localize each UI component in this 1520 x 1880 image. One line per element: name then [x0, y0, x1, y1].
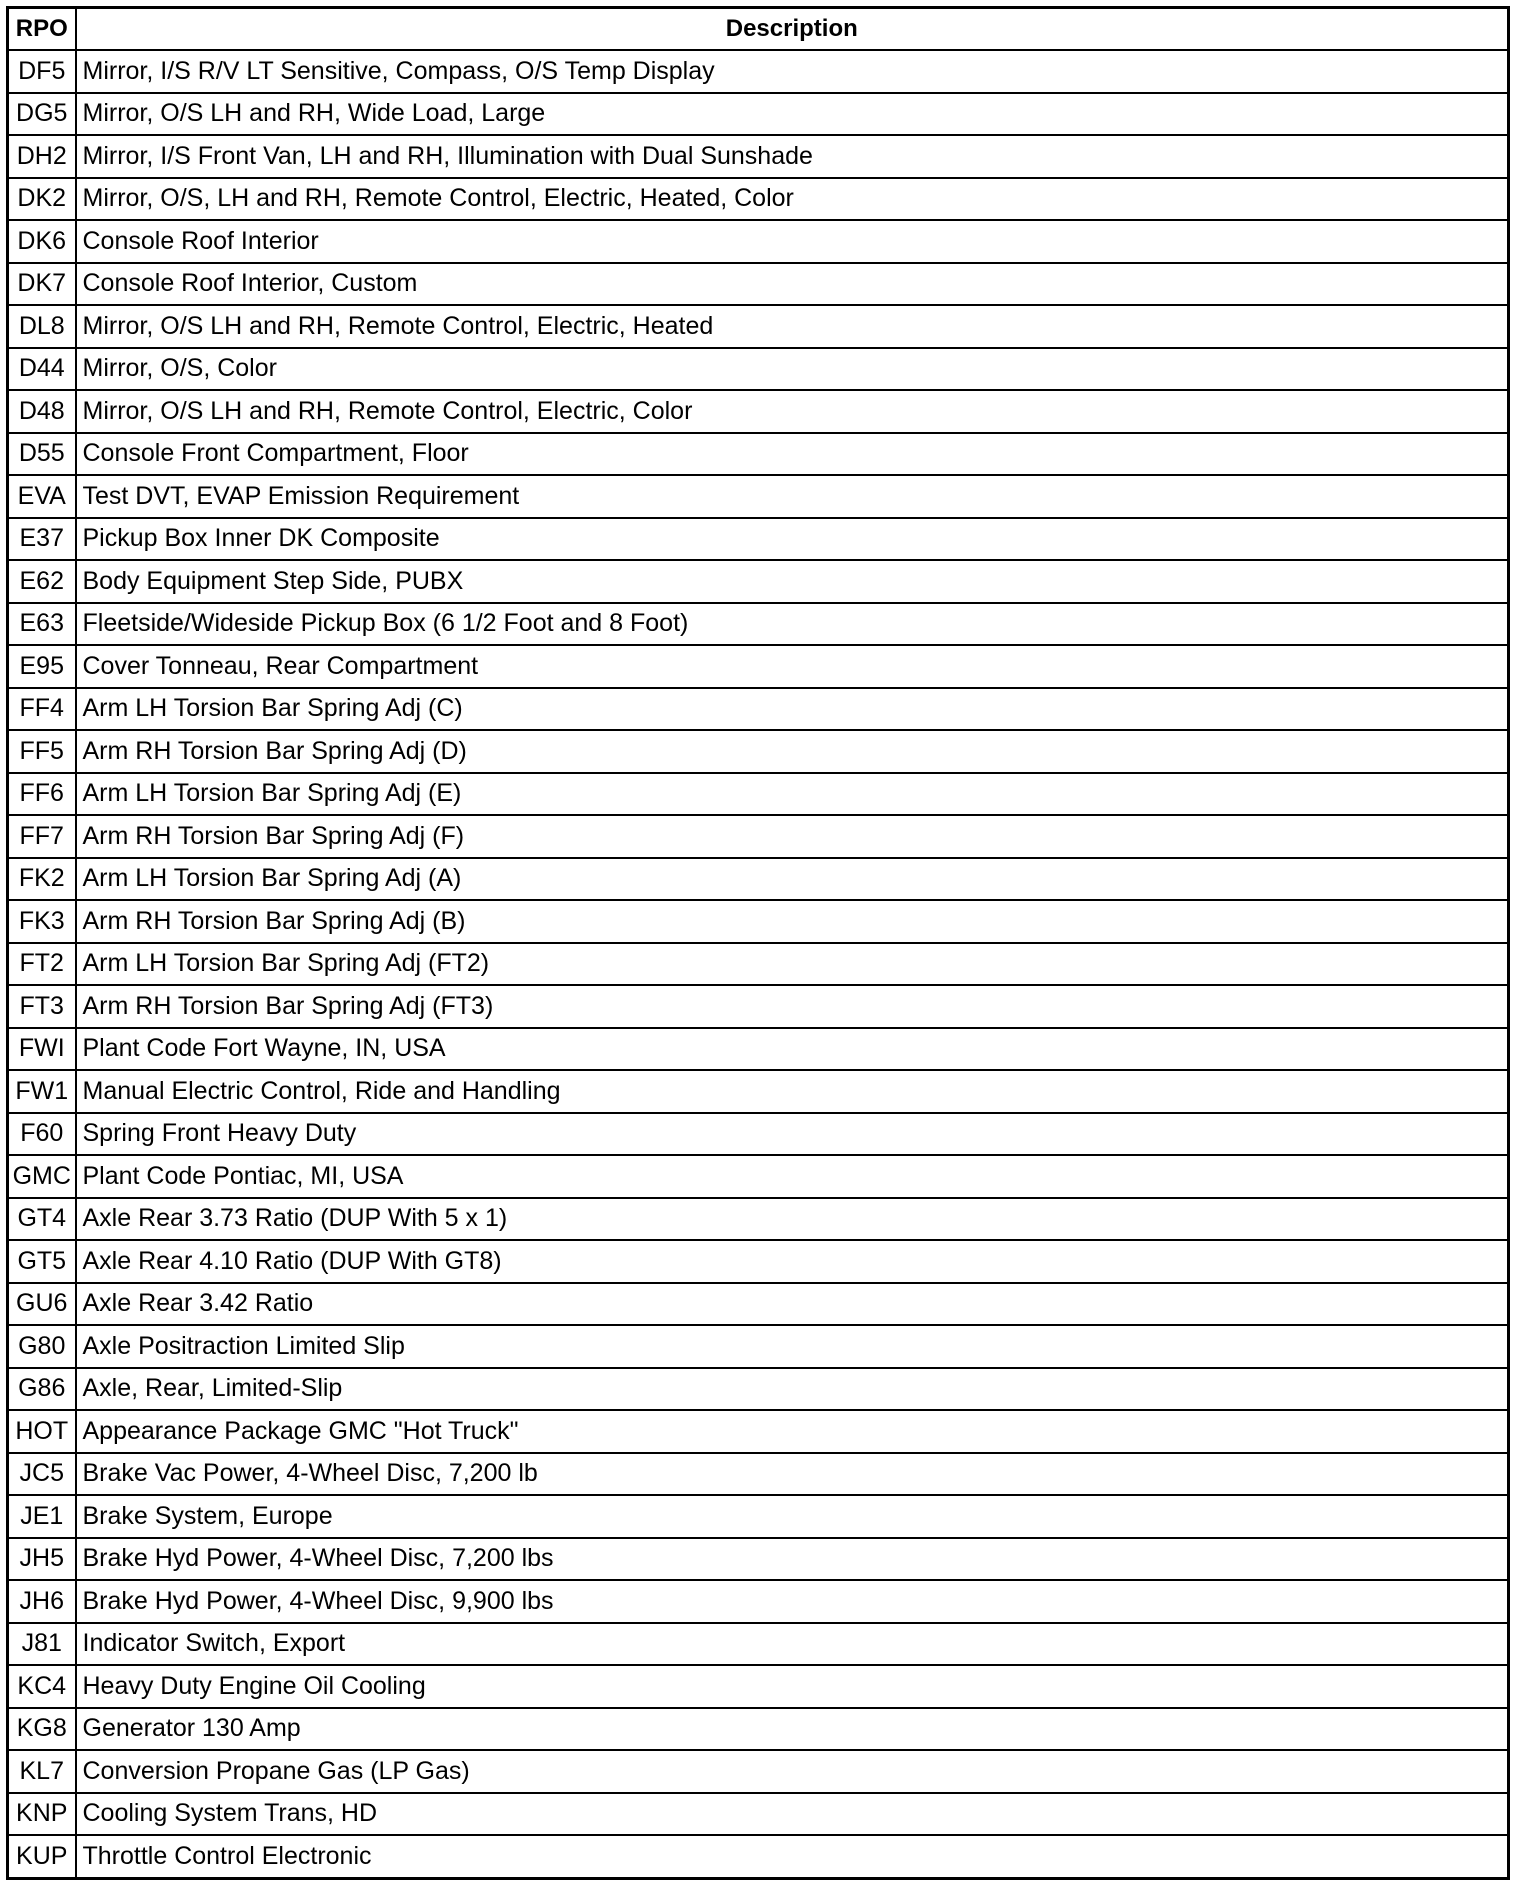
description-cell: Arm LH Torsion Bar Spring Adj (E) [76, 773, 1509, 816]
table-row [8, 135, 1509, 178]
description-cell: Arm LH Torsion Bar Spring Adj (A) [76, 858, 1509, 901]
rpo-table [6, 6, 1510, 1880]
table-row [8, 518, 1509, 561]
rpo-code-cell: KC4 [8, 1665, 76, 1708]
description-column-header: Description [76, 8, 1509, 51]
description-cell: Brake System, Europe [76, 1495, 1509, 1538]
description-cell: Mirror, O/S LH and RH, Remote Control, Electric, Heated [76, 305, 1509, 348]
rpo-code-cell: E95 [8, 645, 76, 688]
rpo-code-cell: FK2 [8, 858, 76, 901]
rpo-code-cell: FF4 [8, 688, 76, 731]
rpo-code-cell: DK2 [8, 178, 76, 221]
table-row [8, 1495, 1509, 1538]
description-cell: Brake Vac Power, 4-Wheel Disc, 7,200 lb [76, 1453, 1509, 1496]
description-cell: Mirror, I/S R/V LT Sensitive, Compass, O/S Temp Display [76, 50, 1509, 93]
table-row [8, 858, 1509, 901]
table-row [8, 348, 1509, 391]
header-row [8, 8, 1509, 51]
rpo-code-cell: E63 [8, 603, 76, 646]
table-row [8, 1113, 1509, 1156]
description-cell: Plant Code Pontiac, MI, USA [76, 1155, 1509, 1198]
description-cell: Arm RH Torsion Bar Spring Adj (B) [76, 900, 1509, 943]
table-row [8, 1368, 1509, 1411]
table-row [8, 985, 1509, 1028]
rpo-column-header: RPO [8, 8, 76, 51]
rpo-code-cell: DG5 [8, 93, 76, 136]
description-cell: Arm LH Torsion Bar Spring Adj (FT2) [76, 943, 1509, 986]
rpo-code-cell: JE1 [8, 1495, 76, 1538]
rpo-code-cell: E37 [8, 518, 76, 561]
rpo-code-cell: DF5 [8, 50, 76, 93]
description-cell: Mirror, O/S, LH and RH, Remote Control, Electric, Heated, Color [76, 178, 1509, 221]
description-cell: Pickup Box Inner DK Composite [76, 518, 1509, 561]
rpo-code-cell: FT2 [8, 943, 76, 986]
rpo-code-cell: D44 [8, 348, 76, 391]
table-row [8, 433, 1509, 476]
rpo-code-cell: G86 [8, 1368, 76, 1411]
table-row [8, 390, 1509, 433]
table-row [8, 645, 1509, 688]
table-row [8, 1538, 1509, 1581]
rpo-code-cell: FW1 [8, 1070, 76, 1113]
table-header [8, 8, 1509, 51]
table-row [8, 1665, 1509, 1708]
rpo-code-cell: KL7 [8, 1750, 76, 1793]
description-cell: Mirror, O/S LH and RH, Wide Load, Large [76, 93, 1509, 136]
table-row [8, 305, 1509, 348]
table-row [8, 475, 1509, 518]
rpo-code-cell: D55 [8, 433, 76, 476]
rpo-code-cell: G80 [8, 1325, 76, 1368]
table-row [8, 603, 1509, 646]
table-row [8, 1028, 1509, 1071]
table-row [8, 1623, 1509, 1666]
rpo-code-cell: JH5 [8, 1538, 76, 1581]
description-cell: Plant Code Fort Wayne, IN, USA [76, 1028, 1509, 1071]
table-row [8, 263, 1509, 306]
rpo-code-cell: JH6 [8, 1580, 76, 1623]
description-cell: Arm RH Torsion Bar Spring Adj (F) [76, 815, 1509, 858]
description-cell: Spring Front Heavy Duty [76, 1113, 1509, 1156]
description-cell: Axle Rear 4.10 Ratio (DUP With GT8) [76, 1240, 1509, 1283]
rpo-table-container [6, 6, 1510, 1880]
table-row [8, 220, 1509, 263]
table-row [8, 1240, 1509, 1283]
description-cell: Mirror, O/S, Color [76, 348, 1509, 391]
rpo-code-cell: DH2 [8, 135, 76, 178]
table-row [8, 560, 1509, 603]
description-cell: Console Front Compartment, Floor [76, 433, 1509, 476]
description-cell: Axle, Rear, Limited-Slip [76, 1368, 1509, 1411]
description-cell: Body Equipment Step Side, PUBX [76, 560, 1509, 603]
rpo-code-cell: FK3 [8, 900, 76, 943]
description-cell: Cover Tonneau, Rear Compartment [76, 645, 1509, 688]
table-row [8, 1410, 1509, 1453]
description-cell: Fleetside/Wideside Pickup Box (6 1/2 Foot and 8 Foot) [76, 603, 1509, 646]
rpo-code-cell: EVA [8, 475, 76, 518]
rpo-code-cell: GT5 [8, 1240, 76, 1283]
description-cell: Appearance Package GMC "Hot Truck" [76, 1410, 1509, 1453]
table-row [8, 178, 1509, 221]
table-row [8, 900, 1509, 943]
table-row [8, 1708, 1509, 1751]
description-cell: Axle Rear 3.73 Ratio (DUP With 5 x 1) [76, 1198, 1509, 1241]
description-cell: Heavy Duty Engine Oil Cooling [76, 1665, 1509, 1708]
table-row [8, 1793, 1509, 1836]
description-cell: Manual Electric Control, Ride and Handling [76, 1070, 1509, 1113]
description-cell: Axle Positraction Limited Slip [76, 1325, 1509, 1368]
table-row [8, 1283, 1509, 1326]
rpo-code-cell: KG8 [8, 1708, 76, 1751]
description-cell: Mirror, I/S Front Van, LH and RH, Illumination with Dual Sunshade [76, 135, 1509, 178]
description-cell: Brake Hyd Power, 4-Wheel Disc, 9,900 lbs [76, 1580, 1509, 1623]
rpo-code-cell: FT3 [8, 985, 76, 1028]
table-row [8, 50, 1509, 93]
table-row [8, 1580, 1509, 1623]
table-row [8, 1155, 1509, 1198]
description-cell: Axle Rear 3.42 Ratio [76, 1283, 1509, 1326]
table-row [8, 1750, 1509, 1793]
description-cell: Indicator Switch, Export [76, 1623, 1509, 1666]
table-row [8, 773, 1509, 816]
description-cell: Generator 130 Amp [76, 1708, 1509, 1751]
table-body [8, 50, 1509, 1878]
table-row [8, 815, 1509, 858]
rpo-code-cell: DK7 [8, 263, 76, 306]
description-cell: Console Roof Interior [76, 220, 1509, 263]
rpo-code-cell: DL8 [8, 305, 76, 348]
rpo-code-cell: KUP [8, 1835, 76, 1878]
table-row [8, 1070, 1509, 1113]
description-cell: Console Roof Interior, Custom [76, 263, 1509, 306]
description-cell: Mirror, O/S LH and RH, Remote Control, Electric, Color [76, 390, 1509, 433]
table-row [8, 1198, 1509, 1241]
description-cell: Arm LH Torsion Bar Spring Adj (C) [76, 688, 1509, 731]
rpo-code-cell: GMC [8, 1155, 76, 1198]
rpo-code-cell: E62 [8, 560, 76, 603]
description-cell: Arm RH Torsion Bar Spring Adj (D) [76, 730, 1509, 773]
description-cell: Conversion Propane Gas (LP Gas) [76, 1750, 1509, 1793]
rpo-code-cell: HOT [8, 1410, 76, 1453]
table-row [8, 730, 1509, 773]
description-cell: Test DVT, EVAP Emission Requirement [76, 475, 1509, 518]
rpo-code-cell: GT4 [8, 1198, 76, 1241]
rpo-code-cell: F60 [8, 1113, 76, 1156]
table-row [8, 688, 1509, 731]
rpo-code-cell: KNP [8, 1793, 76, 1836]
description-cell: Cooling System Trans, HD [76, 1793, 1509, 1836]
description-cell: Arm RH Torsion Bar Spring Adj (FT3) [76, 985, 1509, 1028]
description-cell: Throttle Control Electronic [76, 1835, 1509, 1878]
rpo-code-cell: J81 [8, 1623, 76, 1666]
description-cell: Brake Hyd Power, 4-Wheel Disc, 7,200 lbs [76, 1538, 1509, 1581]
rpo-code-cell: DK6 [8, 220, 76, 263]
table-row [8, 1835, 1509, 1878]
rpo-code-cell: D48 [8, 390, 76, 433]
rpo-code-cell: FF6 [8, 773, 76, 816]
table-row [8, 93, 1509, 136]
rpo-code-cell: FF7 [8, 815, 76, 858]
rpo-code-cell: FF5 [8, 730, 76, 773]
table-row [8, 1453, 1509, 1496]
rpo-code-cell: FWI [8, 1028, 76, 1071]
table-row [8, 943, 1509, 986]
rpo-code-cell: GU6 [8, 1283, 76, 1326]
rpo-code-cell: JC5 [8, 1453, 76, 1496]
table-row [8, 1325, 1509, 1368]
